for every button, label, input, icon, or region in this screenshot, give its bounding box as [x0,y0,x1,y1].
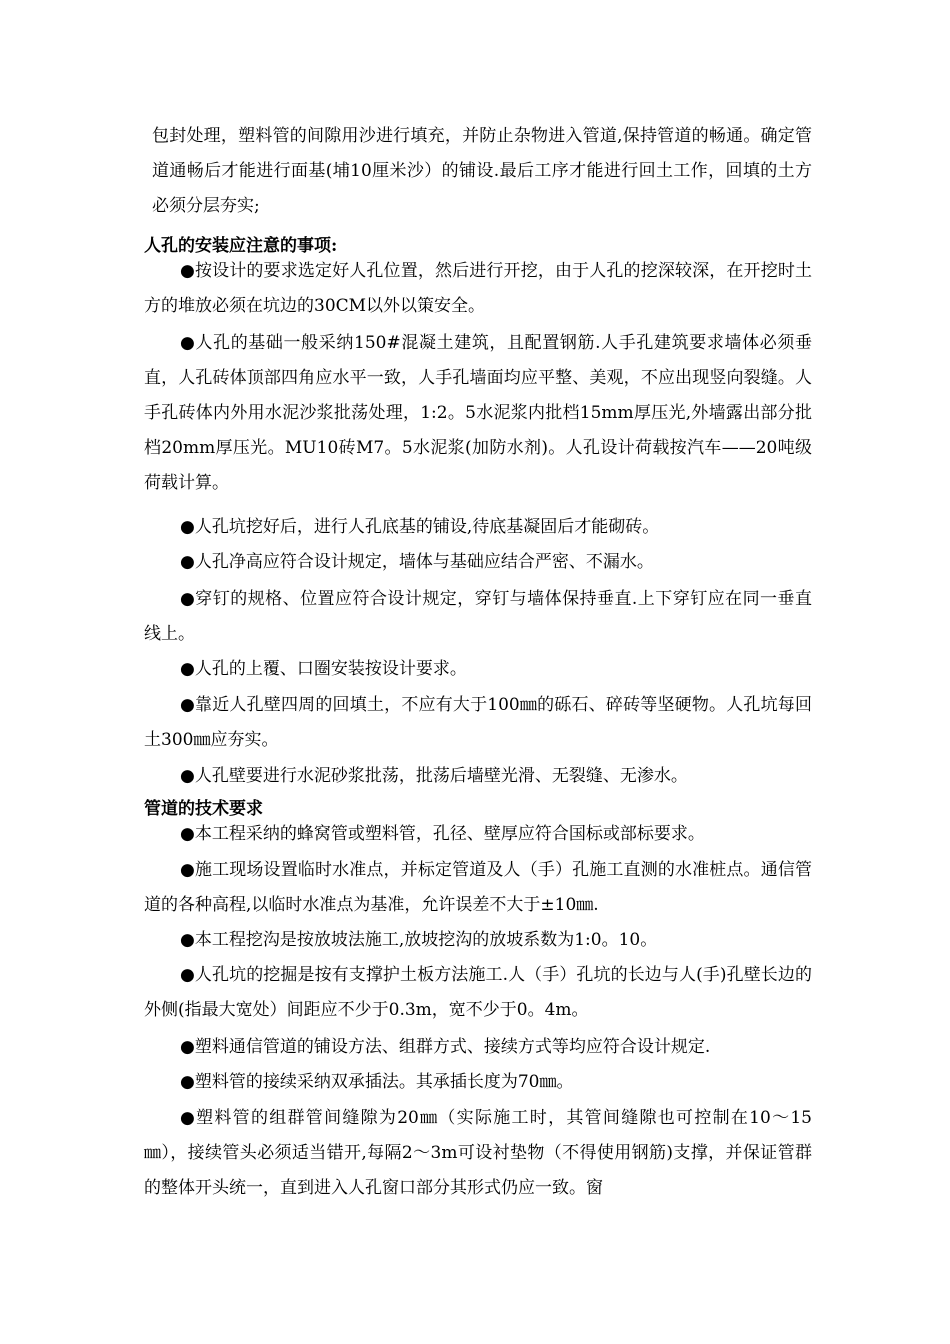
pipe-section-heading: 管道的技术要求 [144,799,263,819]
manhole-item-8: ●人孔壁要进行水泥砂浆批荡，批荡后墙壁光滑、无裂缝、无渗水。 [180,766,688,786]
pipe-item-5: ●塑料通信管道的铺设方法、组群方式、接续方式等均应符合设计规定. [180,1037,711,1057]
manhole-item-2: ●人孔的基础一般采纳150#混凝土建筑，且配置钢筋.人手孔建筑要求墙体必须垂直，人孔砖体顶部四角应水平一致，人手孔墙面均应平整、美观，不应出现竖向裂缝。人手孔砖体内外用水泥沙浆批荡处理，1:2。5水泥浆内批档15mm厚压光,外墙露出部分批档20mm厚压光。MU10砖M7。5水泥浆(加防水剂)。人孔设计荷载按汽车——20吨级荷载计算。 [144,333,812,493]
pipe-item-7: ●塑料管的组群管间缝隙为20㎜（实际施工时，其管间缝隙也可控制在10～15㎜），接续管头必须适当错开,每隔2～3m可设衬垫物（不得使用钢筋)支撑，并保证管群的整体开头统一，直到进入人孔窗口部分其形式仍应一致。窗 [144,1108,812,1198]
manhole-item-1: ●按设计的要求选定好人孔位置，然后进行开挖，由于人孔的挖深较深，在开挖时土方的堆放必须在坑边的30CM以外以策安全。 [144,261,812,316]
manhole-item-5: ●穿钉的规格、位置应符合设计规定，穿钉与墙体保持垂直.上下穿钉应在同一垂直线上。 [144,589,812,644]
manhole-item-4: ●人孔净高应符合设计规定，墙体与基础应结合严密、不漏水。 [180,552,654,572]
manhole-item-7: ●靠近人孔壁四周的回填土，不应有大于100㎜的砾石、碎砖等坚硬物。人孔坑每回土300㎜应夯实。 [144,695,812,750]
pipe-item-1: ●本工程采纳的蜂窝管或塑料管，孔径、壁厚应符合国标或部标要求。 [180,824,705,844]
pipe-item-2: ●施工现场设置临时水准点，并标定管道及人（手）孔施工直测的水准桩点。通信管道的各种高程,以临时水准点为基准，允许误差不大于±10㎜. [144,860,812,915]
manhole-item-3: ●人孔坑挖好后，进行人孔底基的铺设,待底基凝固后才能砌砖。 [180,517,660,537]
pipe-item-3: ●本工程挖沟是按放坡法施工,放坡挖沟的放坡系数为1:0。10。 [180,930,658,950]
pipe-item-6: ●塑料管的接续采纳双承插法。其承插长度为70㎜。 [180,1072,574,1092]
pipe-item-4: ●人孔坑的挖掘是按有支撑护土板方法施工.人（手）孔坑的长边与人(手)孔壁长边的外侧(指最大宽处）间距应不少于0.3m，宽不少于0。4m。 [144,965,812,1020]
manhole-section-heading: 人孔的安装应注意的事项: [144,236,338,256]
manhole-item-6: ●人孔的上覆、口圈安装按设计要求。 [180,659,467,679]
intro-paragraph: 包封处理，塑料管的间隙用沙进行填充，并防止杂物进入管道,保持管道的畅通。确定管道通畅后才能进行面基(埔10厘米沙）的铺设.最后工序才能进行回土工作，回填的土方必须分层夯实; [152,126,812,216]
